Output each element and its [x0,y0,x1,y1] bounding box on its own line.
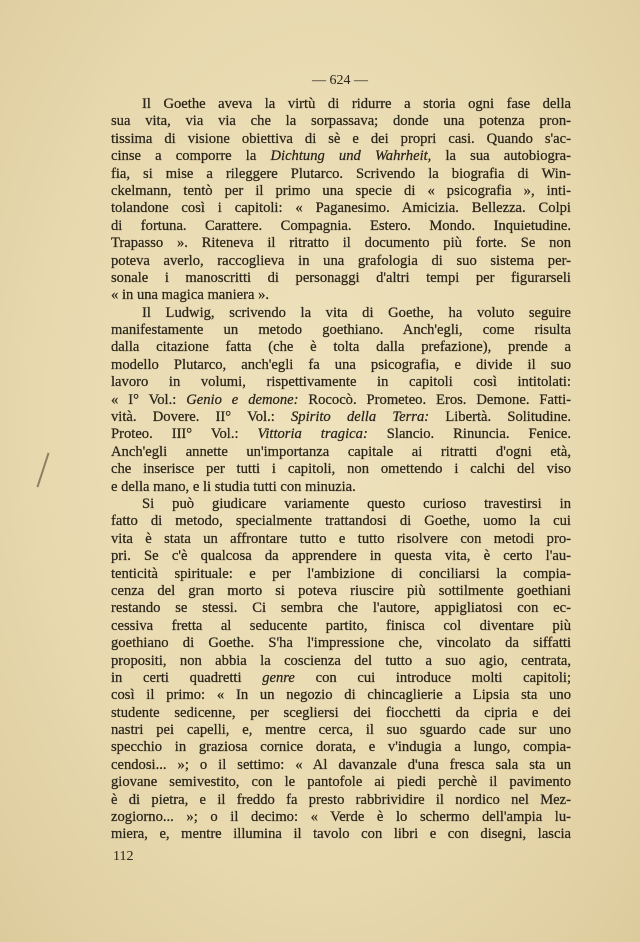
text-segment: cendosi... »; o il settimo: « Al davanzale d'una fresca sala sta un [111,756,571,773]
text-line [111,687,571,704]
page-header-number: — 624 — [312,73,368,88]
text-segment: Proteo. III° Vol.: [111,426,258,443]
italic-title: genre [262,669,295,686]
text-segment: « I° Vol.: [111,391,187,408]
text-line [111,148,571,165]
text-segment: ckelmann, tentò per il primo una specie di « psicografia », inti- [111,182,571,199]
body-text [111,96,571,844]
text-line [111,444,571,461]
text-segment: zogiorno... »; o il decimo: « Verde è lo schermo dell'ampia lu- [111,809,571,826]
text-line [111,183,571,200]
text-line [111,548,571,565]
text-line [111,739,571,756]
text-segment: cinse a comporre la [111,148,271,165]
italic-title: Spirito della Terra: [291,409,430,426]
italic-title: Dichtung und Wahrheit, [270,148,432,165]
text-segment: Slancio. Rinuncia. Fenice. [367,426,571,443]
signature-number: 112 [113,849,134,864]
text-segment: fia, si mise a rileggere Plutarco. Scrivendo la biografia di Win- [111,165,571,182]
text-line [111,566,571,583]
text-line [111,96,571,113]
italic-title: Vittoria tragica: [257,426,368,443]
text-line [111,670,571,687]
text-line [111,479,571,496]
text-segment: è di pietra, e il freddo fa presto rabbrividire il nordico nel Mez- [111,791,571,808]
italic-title: Genio e demone: [186,391,299,408]
text-line [111,531,571,548]
text-segment: sua vita, via via che la sorpassava; donde una potenza pron- [111,113,571,130]
paragraph [111,496,571,844]
text-line [111,322,571,339]
text-segment: Anch'egli annette un'importanza capitale ai ritratti d'ogni età, [111,443,571,460]
text-line [111,357,571,374]
text-line [111,792,571,809]
text-line [111,774,571,791]
text-line [111,600,571,617]
text-segment: restando se stessi. Ci sembra che l'autore, appigliatosi con ec- [111,600,571,617]
text-line [111,513,571,530]
text-segment: Libertà. Solitudine. [429,409,571,426]
text-line [111,374,571,391]
text-segment: dalla citazione fatta (che è tolta dalla prefazione), prende a [111,339,571,356]
text-line [111,722,571,739]
text-segment: e della mano, e li studia tutti con minuzia. [111,478,356,495]
text-segment: Trapasso ». Riteneva il ritratto il documento più forte. Se non [111,235,571,252]
text-line [111,426,571,443]
text-segment: tolandone così i capitoli: « Paganesimo. Amicizia. Bellezza. Colpi [111,200,571,217]
text-line [111,287,571,304]
text-segment: con cui introduce molti capitoli; [294,669,571,686]
text-line [111,409,571,426]
text-line [111,235,571,252]
text-segment: pri. Se c'è qualcosa da apprendere in questa vita, è certo l'au- [111,548,571,565]
text-segment: di fortuna. Carattere. Compagnia. Estero. Mondo. Inquietudine. [111,217,571,234]
text-segment: poteva averlo, raccoglieva in una grafologia di suo sistema per- [111,252,571,269]
paragraph [111,96,571,305]
text-segment: nastri pei capelli, e, mentre cerca, il suo sguardo cade sur uno [111,722,571,739]
text-segment: Rococò. Prometeo. Eros. Demone. Fatti- [298,391,572,408]
text-segment: che inserisce per tutti i capitoli, non omettendo i calchi del viso [111,461,571,478]
text-segment: vità. Dovere. II° Vol.: [111,409,291,426]
text-segment: fatto di metodo, specialmente trattandosi di Goethe, uomo la cui [111,513,571,530]
text-segment: « in una magica maniera ». [111,287,270,304]
text-line [111,131,571,148]
text-segment: sonale i manoscritti di personaggi d'altri tempi per figurarseli [111,269,571,286]
text-line [111,583,571,600]
text-line [111,113,571,130]
text-line [111,253,571,270]
text-segment: modello Plutarco, anch'egli fa una psicografia, e divide il suo [111,356,571,373]
text-line [111,166,571,183]
text-segment: goethiano di Goethe. S'ha l'impressione che, vincolato da siffatti [111,635,571,652]
text-line [111,757,571,774]
text-line [111,305,571,322]
text-segment: specchio in graziosa cornice dorata, e v'indugia a lungo, compia- [111,739,571,756]
text-segment: studente sedicenne, per scegliersi dei fiocchetti da cipria e dei [111,704,571,721]
text-segment: così il primo: « In un negozio di chincaglierie a Lipsia sta uno [111,687,571,704]
text-line [111,705,571,722]
text-segment: vita è stata un affrontare tutto e tutto risolvere con metodi pro- [111,530,571,547]
text-segment: manifestamente un metodo goethiano. Anch'egli, come risulta [111,322,571,339]
text-segment: lavoro in volumi, rispettivamente in capitoli così intitolati: [111,374,571,391]
paragraph [111,305,571,496]
text-segment: tenticità spirituale: e per l'ambizione di conciliarsi la compia- [111,565,571,582]
text-segment: tissima di visione obiettiva di sè e dei propri casi. Quando s'ac- [111,130,571,147]
text-line [111,270,571,287]
text-segment: la sua autobiogra- [431,148,572,165]
text-segment: Si può giudicare variamente questo curioso travestirsi in [142,495,571,512]
pencil-margin-mark [36,453,49,488]
text-line [111,809,571,826]
text-line [111,635,571,652]
text-line [111,496,571,513]
text-segment: Il Goethe aveva la virtù di ridurre a storia ogni fase della [142,96,571,112]
text-segment: cessiva fretta al seducente partito, finisca col diventare più [111,617,571,634]
text-segment: giovane semivestito, con le pantofole ai piedi perchè il pavimento [111,774,571,791]
text-line [111,653,571,670]
text-segment: cenza del gran morto si poteva riuscire più sottilmente goethiani [111,582,571,599]
text-line [111,826,571,843]
text-line [111,618,571,635]
text-line [111,461,571,478]
text-line [111,218,571,235]
text-line [111,339,571,356]
text-segment: in certi quadretti [111,669,263,686]
text-line [111,200,571,217]
text-segment: propositi, non abbia la coscienza del tutto a suo agio, centrata, [111,652,571,669]
text-segment: miera, e, mentre illumina il tavolo con libri e con disegni, lascia [111,826,571,843]
text-line [111,392,571,409]
text-segment: Il Ludwig, scrivendo la vita di Goethe, ha voluto seguire [142,304,571,321]
